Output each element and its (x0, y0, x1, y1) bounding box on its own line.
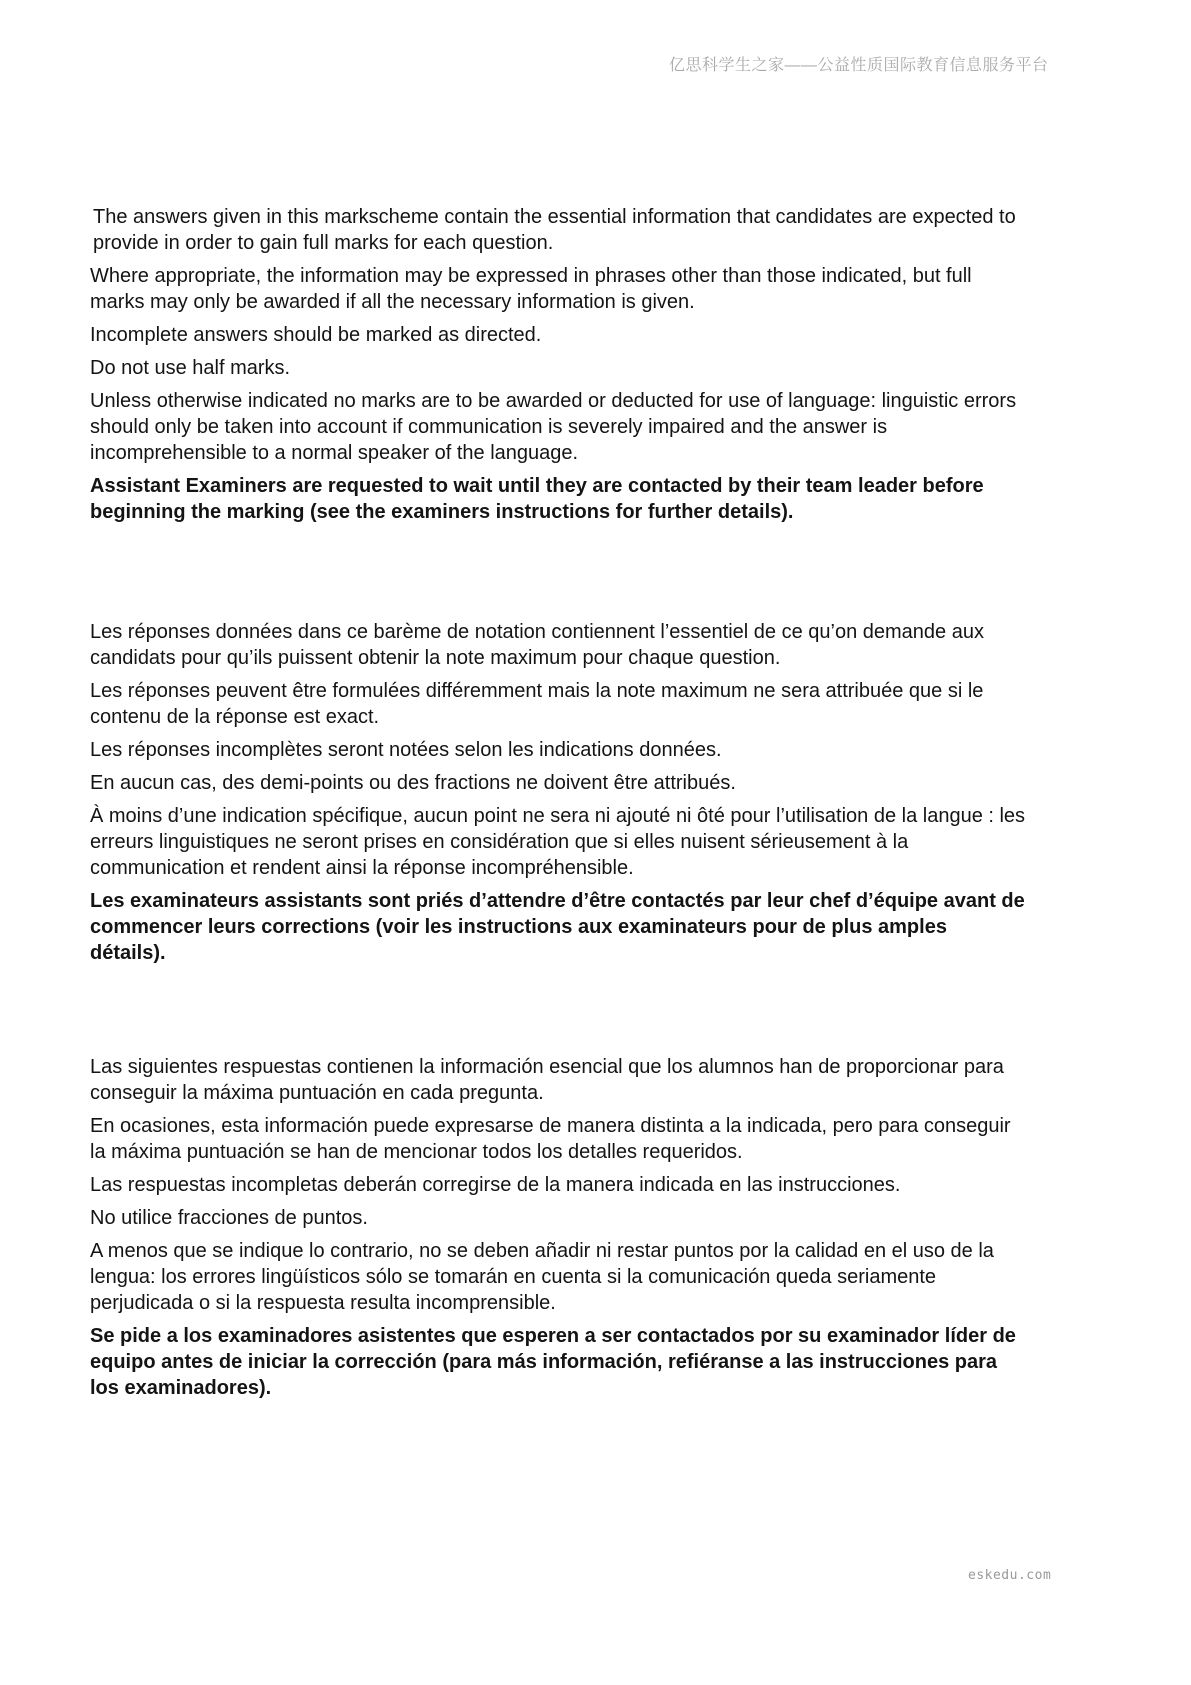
english-paragraph-3: Incomplete answers should be marked as directed. (90, 324, 542, 346)
french-paragraph-2: Les réponses peuvent être formulées différemment mais la note maximum ne sera attribuée que si le contenu de la réponse est exact. (90, 680, 984, 728)
french-paragraph-3: Les réponses incomplètes seront notées selon les indications données. (90, 739, 722, 761)
spanish-paragraph-2: En ocasiones, esta información puede expresarse de manera distinta a la indicada, pero para conseguir la máxima puntuación se han de mencionar todos los detalles requeridos. (90, 1115, 1011, 1163)
section-english (90, 204, 1026, 525)
french-paragraph-4: En aucun cas, des demi-points ou des fractions ne doivent être attribués. (90, 772, 736, 794)
spanish-paragraph-5: A menos que se indique lo contrario, no se deben añadir ni restar puntos por la calidad en el uso de la lengua: los errores lingüísticos sólo se tomarán en cuenta si la comunicación queda seriamente perjudicada o si la respuesta resulta incomprensible. (90, 1240, 994, 1314)
section-spanish (90, 1054, 1026, 1401)
section-french (90, 619, 1026, 966)
spanish-paragraph-bold: Se pide a los examinadores asistentes que esperen a ser contactados por su examinador líder de equipo antes de iniciar la corrección (para más información, refiéranse a las instrucciones para los examinadores). (90, 1325, 1016, 1399)
footer-watermark: eskedu.com (968, 1568, 1052, 1583)
spanish-paragraph-3: Las respuestas incompletas deberán corregirse de la manera indicada en las instrucciones. (90, 1174, 901, 1196)
english-paragraph-2: Where appropriate, the information may be expressed in phrases other than those indicated, but full marks may only be awarded if all the necessary information is given. (90, 265, 972, 313)
english-paragraph-bold: Assistant Examiners are requested to wait until they are contacted by their team leader before beginning the marking (see the examiners instructions for further details). (90, 475, 984, 523)
header-watermark: 亿思科学生之家——公益性质国际教育信息服务平台 (669, 57, 1049, 74)
spanish-paragraph-4: No utilice fracciones de puntos. (90, 1207, 368, 1229)
french-paragraph-1: Les réponses données dans ce barème de notation contiennent l’essentiel de ce qu’on demande aux candidats pour qu’ils puissent obtenir la note maximum pour chaque question. (90, 621, 984, 669)
english-paragraph-1: The answers given in this markscheme contain the essential information that candidates are expected to provide in order to gain full marks for each question. (93, 206, 1016, 254)
spanish-paragraph-1: Las siguientes respuestas contienen la información esencial que los alumnos han de proporcionar para conseguir la máxima puntuación en cada pregunta. (90, 1056, 1004, 1104)
french-paragraph-bold: Les examinateurs assistants sont priés d’attendre d’être contactés par leur chef d’équipe avant de commencer leurs corrections (voir les instructions aux examinateurs pour de plus amples détails). (90, 890, 1025, 964)
english-paragraph-4: Do not use half marks. (90, 357, 291, 379)
english-paragraph-5: Unless otherwise indicated no marks are to be awarded or deducted for use of language: linguistic errors should only be taken into account if communication is severely impaired and the answer is incomprehensible to a normal speaker of the language. (90, 390, 1017, 464)
document-content (90, 204, 1026, 1408)
french-paragraph-5: À moins d’une indication spécifique, aucun point ne sera ni ajouté ni ôté pour l’utilisation de la langue : les erreurs linguistiques ne seront prises en considération que si elles nuisent sérieusement à la communication et rendent ainsi la réponse incompréhensible. (90, 805, 1026, 879)
